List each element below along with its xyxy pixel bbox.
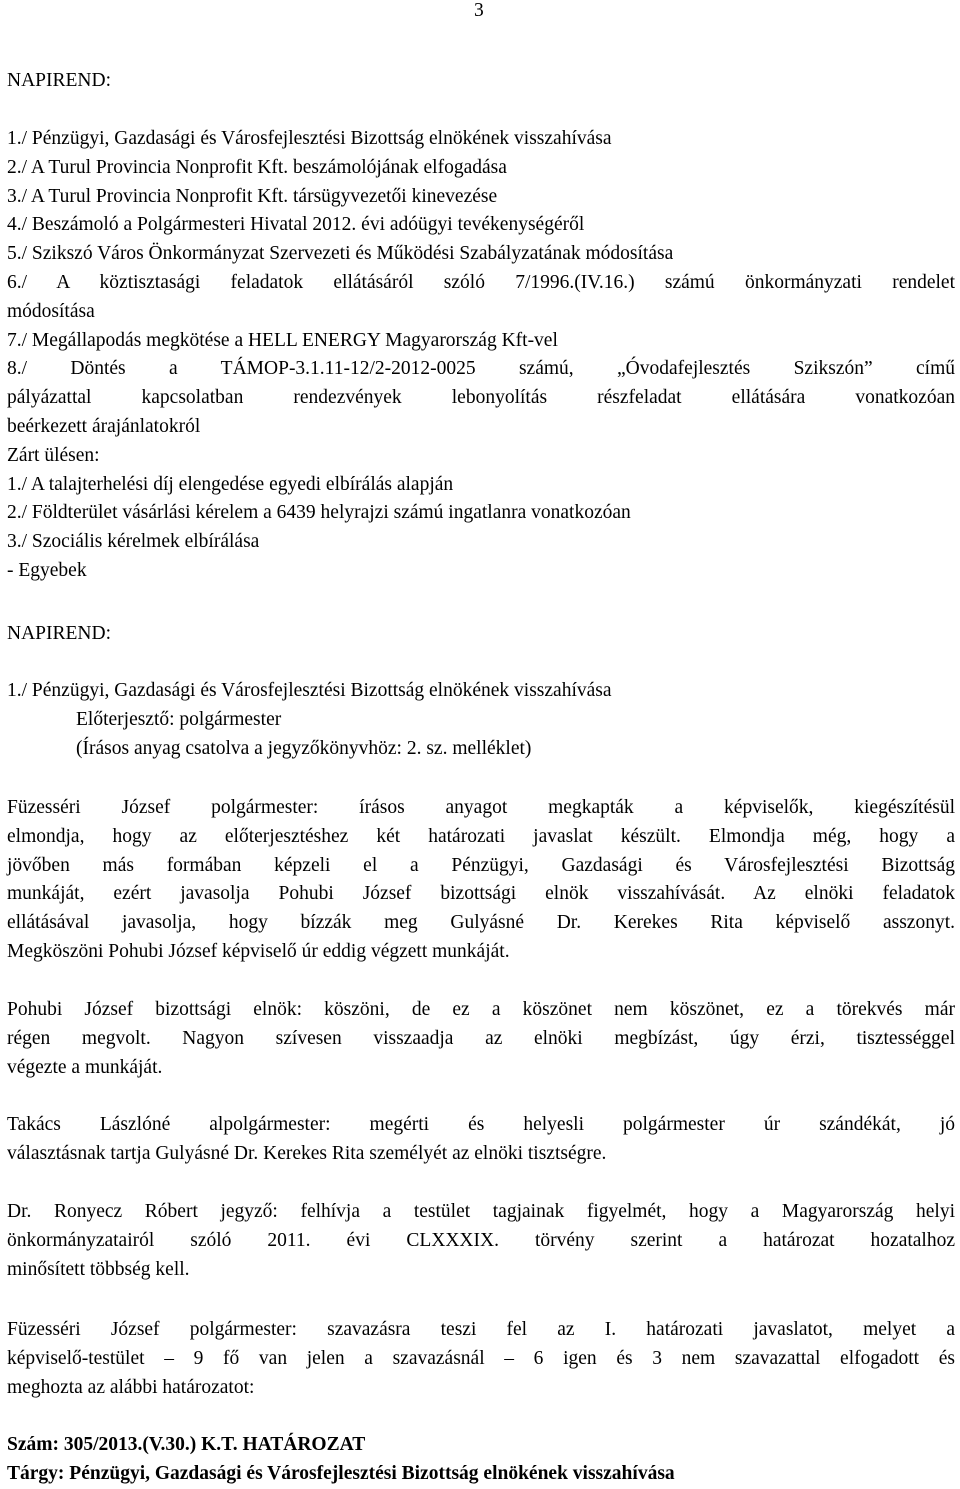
closed-agenda-item: 1./ A talajterhelési díj elengedése egyedi elbírálás alapján	[7, 473, 454, 495]
agenda-title: NAPIREND:	[7, 70, 112, 91]
agenda-item: 8./ Döntés a TÁMOP-3.1.11-12/2-2012-0025 számú, „Óvodafejlesztés Szikszón” című	[7, 358, 955, 380]
agenda-item: 4./ Beszámoló a Polgármesteri Hivatal 2012. évi adóügyi tevékenységéről	[7, 214, 585, 236]
agenda-item: 5./ Szikszó Város Önkormányzat Szervezeti és Működési Szabályzatának módosítása	[7, 243, 674, 265]
paragraph-line: elmondja, hogy az előterjesztéshez két határozati javaslat készült. Elmondja még, hogy a	[7, 825, 955, 847]
paragraph-line: régen megvolt. Nagyon szívesen visszaadja az elnöki megbízást, úgy érzi, tisztességgel	[7, 1027, 955, 1049]
paragraph-line: ellátásával javasolja, hogy bízzák meg Gulyásné Dr. Kerekes Rita képviselő asszonyt.	[7, 912, 955, 934]
speech-paragraph	[7, 794, 955, 967]
resolution-header	[7, 1431, 955, 1489]
closed-agenda-item: 2./ Földterület vásárlási kérelem a 6439 helyrajzi számú ingatlanra vonatkozóan	[7, 502, 631, 524]
page-number: 3	[474, 0, 484, 21]
paragraph-line: Pohubi József bizottsági elnök: köszöni, de ez a köszönet nem köszönet, ez a törekvés már	[7, 999, 955, 1020]
agenda-section	[7, 67, 955, 96]
agenda-item: 1./ Pénzügyi, Gazdasági és Városfejlesztési Bizottság elnökének visszahívása	[7, 680, 612, 701]
resolution-number: Szám: 305/2013.(V.30.) K.T. HATÁROZAT	[7, 1434, 366, 1455]
paragraph-line: minősített többség kell.	[7, 1258, 190, 1280]
paragraph-line: Füzesséri József polgármester: szavazásra teszi fel az I. határozati javaslatot, melyet a	[7, 1319, 955, 1340]
agenda-list	[7, 125, 955, 586]
paragraph-line: önkormányzatairól szóló 2011. évi CLXXXIX. törvény szerint a határozat hozatalhoz	[7, 1229, 955, 1251]
paragraph-line: Megköszöni Pohubi József képviselő úr eddig végzett munkáját.	[7, 940, 510, 962]
closed-agenda-item: 3./ Szociális kérelmek elbírálása	[7, 531, 260, 553]
paragraph-line: Füzesséri József polgármester: írásos anyagot megkapták a képviselők, kiegészítésül	[7, 797, 955, 818]
attachment-note: (Írásos anyag csatolva a jegyzőkönyvhöz: 2. sz. melléklet)	[76, 737, 532, 759]
agenda-item-continuation: pályázattal kapcsolatban rendezvények lebonyolítás részfeladat ellátására vonatkozóan	[7, 387, 955, 409]
paragraph-line: jövőben más formában képzeli el a Pénzügyi, Gazdasági és Városfejlesztési Bizottság	[7, 854, 955, 876]
agenda-item-continuation: beérkezett árajánlatokról	[7, 415, 201, 437]
presenter: Előterjesztő: polgármester	[76, 708, 282, 730]
paragraph-line: Takács Lászlóné alpolgármester: megérti és helyesli polgármester úr szándékát, jó	[7, 1114, 955, 1135]
speech-paragraph	[7, 1316, 955, 1402]
paragraph-line: Dr. Ronyecz Róbert jegyző: felhívja a testület tagjainak figyelmét, hogy a Magyarország helyi	[7, 1201, 955, 1222]
agenda-item-detail	[7, 677, 955, 763]
speech-paragraph	[7, 1111, 955, 1169]
agenda-item: 2./ A Turul Provincia Nonprofit Kft. beszámolójának elfogadása	[7, 156, 507, 178]
paragraph-line: munkáját, ezért javasolja Pohubi József bizottsági elnök visszahívását. Az elnöki feladatok	[7, 883, 955, 905]
agenda-item-continuation: módosítása	[7, 300, 95, 322]
paragraph-line: meghozta az alábbi határozatot:	[7, 1376, 255, 1398]
closed-session-title: Zárt ülésen:	[7, 444, 100, 466]
agenda-title: NAPIREND:	[7, 623, 112, 644]
agenda-item: 7./ Megállapodás megkötése a HELL ENERGY Magyarország Kft-vel	[7, 329, 558, 351]
resolution-subject: Tárgy: Pénzügyi, Gazdasági és Városfejlesztési Bizottság elnökének visszahívása	[7, 1462, 675, 1484]
paragraph-line: képviselő-testület – 9 fő van jelen a szavazásnál – 6 igen és 3 nem szavazattal elfogadott és	[7, 1347, 955, 1369]
paragraph-line: választásnak tartja Gulyásné Dr. Kerekes Rita személyét az elnöki tisztségre.	[7, 1142, 607, 1164]
paragraph-line: végezte a munkáját.	[7, 1056, 163, 1078]
agenda-section	[7, 620, 955, 649]
closed-agenda-item: - Egyebek	[7, 559, 87, 581]
agenda-item: 3./ A Turul Provincia Nonprofit Kft. társügyvezetői kinevezése	[7, 185, 498, 207]
agenda-item: 1./ Pénzügyi, Gazdasági és Városfejlesztési Bizottság elnökének visszahívása	[7, 128, 612, 149]
speech-paragraph	[7, 1198, 955, 1284]
speech-paragraph	[7, 996, 955, 1082]
agenda-item: 6./ A köztisztasági feladatok ellátásáról szóló 7/1996.(IV.16.) számú önkormányzati rendelet	[7, 271, 955, 293]
